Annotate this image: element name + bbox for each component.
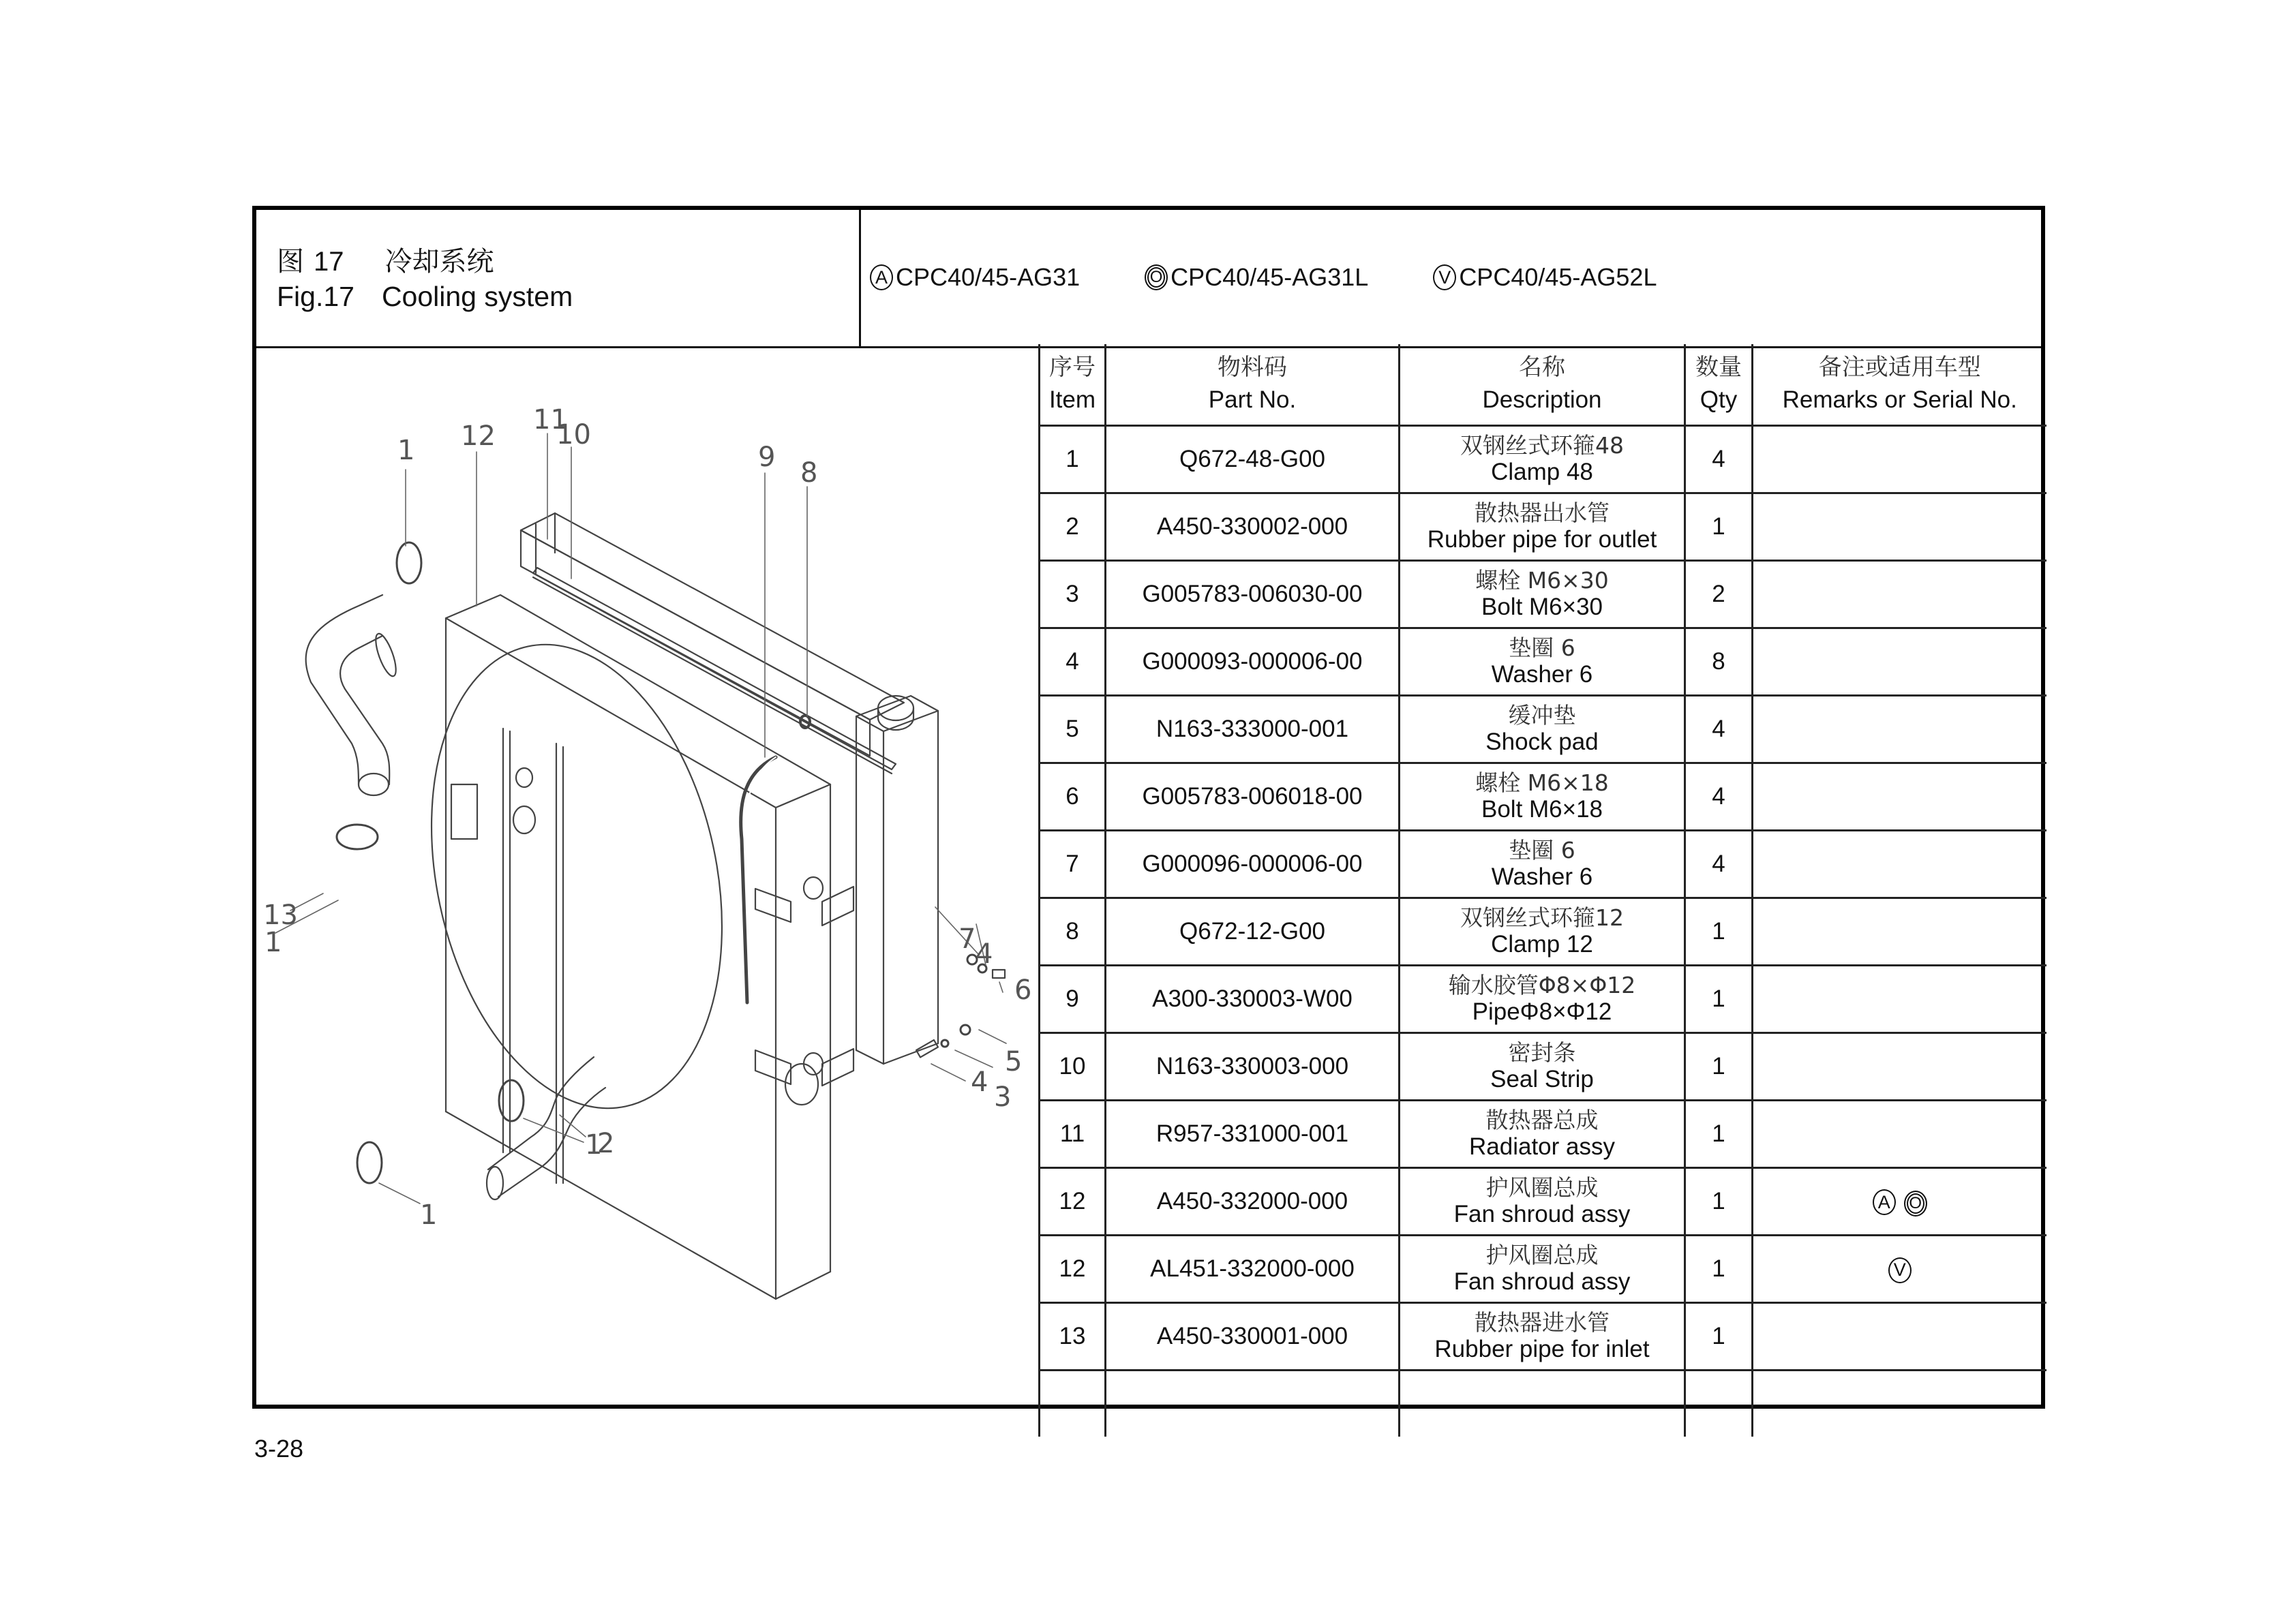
qty-cell: 1 [1685,1101,1753,1168]
remarks-cell [1753,696,2046,763]
table-row [1040,493,2046,561]
clamp-drawings [337,542,524,1183]
description-cn: 密封条 [1508,1039,1576,1066]
table-row [1040,1168,2046,1236]
description-cell [1400,1303,1685,1371]
item-cell: 10 [1040,1033,1106,1101]
part-no-cell: A300-330003-W00 [1106,966,1400,1033]
part-no-cell: A450-330002-000 [1106,493,1400,561]
description-cn: 螺栓 M6×18 [1475,769,1609,796]
description-en: Bolt M6×30 [1481,593,1603,620]
model-legend-item-a [870,263,1080,292]
description-cn: 缓冲垫 [1508,701,1576,729]
table-row [1040,696,2046,763]
description-en: PipeΦ8×Φ12 [1472,998,1612,1025]
description-en: Rubber pipe for outlet [1427,525,1657,553]
remarks-cell [1753,1101,2046,1168]
table-row [1040,831,2046,898]
item-cell: 5 [1040,696,1106,763]
figure-title-en [277,281,573,313]
mounting-brackets-drawing [755,877,854,1105]
description-cn: 护风圈总成 [1485,1174,1599,1201]
qty-cell: 1 [1685,1303,1753,1371]
circled-a-icon: A [1873,1189,1896,1215]
circled-a-icon: A [870,264,893,290]
description-cn: 散热器总成 [1485,1106,1599,1133]
remarks-cell [1753,493,2046,561]
radiator-assy-drawing [521,513,938,1064]
table-row [1040,898,2046,966]
description-cell [1400,493,1685,561]
table-row [1040,1303,2046,1371]
svg-text:11: 11 [533,404,568,435]
part-no-cell: G005783-006030-00 [1106,561,1400,628]
qty-cell: 1 [1685,1033,1753,1101]
qty-cell: 1 [1685,1168,1753,1236]
model-legend-item-o [1145,263,1368,292]
svg-text:1: 1 [265,927,282,958]
column-header-qty: 数量 Qty [1685,344,1753,426]
part-no-cell: R957-331000-001 [1106,1101,1400,1168]
description-en: Washer 6 [1491,863,1593,890]
table-row [1040,763,2046,831]
qty-cell: 1 [1685,1236,1753,1303]
page-header [256,210,2041,348]
exploded-view-diagram [256,348,1038,1405]
circled-v-icon: V [1888,1257,1912,1283]
item-cell: 12 [1040,1236,1106,1303]
item-cell: 2 [1040,493,1106,561]
remarks-cell [1753,898,2046,966]
item-cell: 3 [1040,561,1106,628]
part-no-cell: N163-333000-001 [1106,696,1400,763]
inlet-hose-drawing [306,595,400,795]
svg-text:2: 2 [597,1128,615,1159]
item-cell: 1 [1040,426,1106,493]
description-cn: 垫圈 6 [1509,836,1575,863]
remarks-cell [1753,1236,2046,1303]
description-cell [1400,1236,1685,1303]
table-row [1040,426,2046,493]
svg-text:13: 13 [263,900,298,931]
svg-text:1: 1 [585,1129,603,1161]
model-name: CPC40/45-AG31 [896,263,1081,291]
circled-o-icon: O [1904,1191,1927,1216]
item-cell: 13 [1040,1303,1106,1371]
item-cell: 7 [1040,831,1106,898]
item-cell: 8 [1040,898,1106,966]
model-name: CPC40/45-AG52L [1459,263,1657,291]
parts-catalog-page-frame [252,206,2045,1409]
fasteners-drawing [916,955,1005,1057]
part-no-cell: A450-332000-000 [1106,1168,1400,1236]
svg-text:1: 1 [397,435,415,466]
table-header-row [1040,344,2046,426]
description-en: Bolt M6×18 [1481,795,1603,823]
svg-text:9: 9 [758,442,776,473]
part-no-cell: N163-330003-000 [1106,1033,1400,1101]
qty-cell: 2 [1685,561,1753,628]
description-cell [1400,763,1685,831]
part-no-cell: G000096-000006-00 [1106,831,1400,898]
svg-text:10: 10 [556,419,591,450]
parts-list-table [1038,344,2046,1437]
svg-text:5: 5 [1005,1046,1023,1077]
item-cell: 9 [1040,966,1106,1033]
outlet-hose-drawing [487,1057,605,1199]
table-row [1040,1101,2046,1168]
table-row [1040,1371,2046,1437]
item-cell: 6 [1040,763,1106,831]
description-cell [1400,966,1685,1033]
description-en: Seal Strip [1490,1065,1594,1092]
description-cell [1400,561,1685,628]
description-cn: 双钢丝式环箍48 [1460,431,1624,459]
description-cell [1400,426,1685,493]
table-row [1040,561,2046,628]
description-cn: 螺栓 M6×30 [1475,566,1609,594]
part-no-cell: A450-330001-000 [1106,1303,1400,1371]
remarks-cell [1753,1371,2046,1437]
svg-text:12: 12 [461,420,496,452]
description-cell [1400,831,1685,898]
description-en: Clamp 12 [1491,930,1593,958]
page-number: 3-28 [254,1435,304,1463]
overflow-pipe-drawing [741,757,776,1003]
qty-cell: 4 [1685,696,1753,763]
description-cn: 双钢丝式环箍12 [1460,904,1624,931]
qty-cell: 1 [1685,493,1753,561]
description-en: Rubber pipe for inlet [1434,1335,1650,1362]
part-no-cell: AL451-332000-000 [1106,1236,1400,1303]
table-row [1040,966,2046,1033]
description-cell [1400,898,1685,966]
qty-cell: 1 [1685,966,1753,1033]
item-cell: 11 [1040,1101,1106,1168]
fig-en-prefix: Fig.17 [277,281,354,312]
column-header-part-no: 物料码 Part No. [1106,344,1400,426]
qty-cell: 4 [1685,831,1753,898]
svg-text:1: 1 [420,1199,438,1231]
qty-cell: 1 [1685,898,1753,966]
remarks-cell [1753,1033,2046,1101]
svg-text:7: 7 [958,923,976,955]
description-cn: 护风圈总成 [1485,1241,1599,1268]
description-cell [1400,628,1685,696]
model-name: CPC40/45-AG31L [1170,263,1369,291]
leader-lines [275,433,1006,1204]
cooling-system-exploded-drawing [256,348,1038,1405]
description-en: Shock pad [1485,728,1599,755]
callout-labels [263,404,1031,1231]
remarks-cell [1753,1303,2046,1371]
fig-number: 17 [314,247,344,277]
column-header-description: 名称 Description [1400,344,1685,426]
title-en: Cooling system [381,281,573,312]
svg-text:4: 4 [976,938,993,970]
description-cell [1400,1168,1685,1236]
item-cell: 12 [1040,1168,1106,1236]
qty-cell: 8 [1685,628,1753,696]
description-cn: 垫圈 6 [1509,634,1575,661]
figure-title-block [256,210,861,346]
table-row [1040,1236,2046,1303]
description-en: Fan shroud assy [1453,1200,1631,1227]
remarks-cell [1753,561,2046,628]
figure-title-cn [277,240,494,279]
part-no-cell: Q672-12-G00 [1106,898,1400,966]
item-cell [1040,1371,1106,1437]
part-no-cell: Q672-48-G00 [1106,426,1400,493]
column-header-remarks: 备注或适用车型 Remarks or Serial No. [1753,344,2046,426]
remarks-cell [1753,763,2046,831]
svg-text:8: 8 [800,457,818,489]
column-header-item: 序号 Item [1040,344,1106,426]
description-en: Clamp 48 [1491,458,1593,485]
table-row [1040,628,2046,696]
part-no-cell: G000093-000006-00 [1106,628,1400,696]
remarks-cell [1753,426,2046,493]
remarks-cell [1753,1168,2046,1236]
description-cn: 输水胶管Φ8×Φ12 [1448,971,1636,998]
qty-cell: 4 [1685,426,1753,493]
model-legend [870,263,1657,292]
circled-v-icon: V [1433,264,1456,290]
description-en: Radiator assy [1469,1133,1615,1160]
description-en: Washer 6 [1491,660,1593,688]
qty-cell: 4 [1685,763,1753,831]
model-legend-item-v [1433,263,1657,292]
description-en: Fan shroud assy [1453,1268,1631,1295]
description-cn: 散热器出水管 [1475,499,1610,526]
description-cell [1400,1371,1685,1437]
remarks-cell [1753,628,2046,696]
qty-cell [1685,1371,1753,1437]
description-cell [1400,696,1685,763]
table-row [1040,1033,2046,1101]
svg-text:3: 3 [994,1082,1012,1113]
part-no-cell: G005783-006018-00 [1106,763,1400,831]
description-cn: 散热器进水管 [1475,1309,1610,1336]
title-cn: 冷却系统 [384,246,494,277]
description-cell [1400,1033,1685,1101]
remarks-cell [1753,831,2046,898]
item-cell: 4 [1040,628,1106,696]
part-no-cell [1106,1371,1400,1437]
remarks-cell [1753,966,2046,1033]
svg-text:4: 4 [971,1067,988,1098]
double-circled-o-icon: O [1145,264,1168,290]
svg-text:6: 6 [1014,975,1032,1006]
fig-cn-prefix: 图 [277,246,304,277]
description-cell [1400,1101,1685,1168]
